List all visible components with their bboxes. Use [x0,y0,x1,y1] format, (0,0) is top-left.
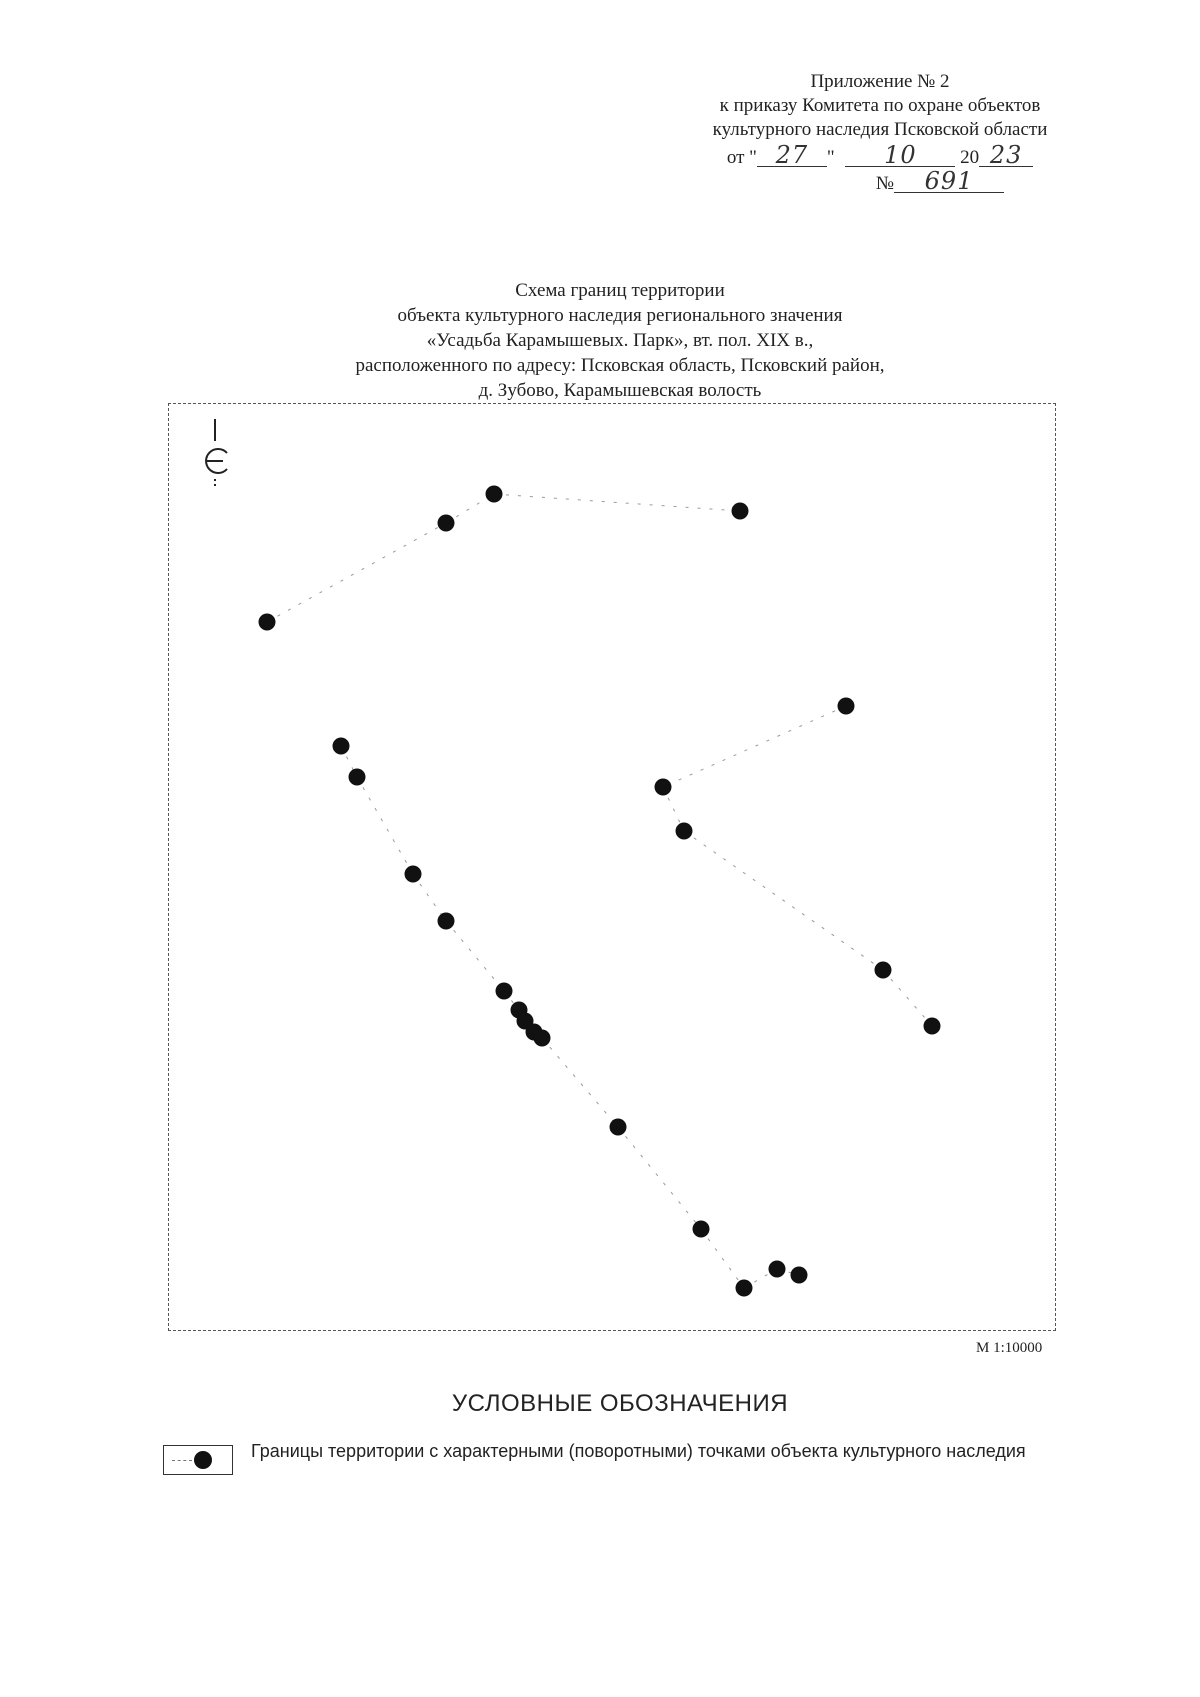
map-scale: М 1:10000 [976,1340,1043,1356]
boundary-point [655,779,672,796]
boundary-segment [701,1229,744,1288]
boundary-point [875,962,892,979]
appendix-label: Приложение № 2 [810,71,950,92]
date-year-prefix: 20 [960,147,980,168]
title-line-1: Схема границ территории [515,280,725,301]
boundary-points [259,486,941,1297]
legend-title: УСЛОВНЫЕ ОБОЗНАЧЕНИЯ [451,1390,789,1417]
date-prefix: от " [726,147,757,168]
boundary-point [259,614,276,631]
boundary-segment [663,706,846,787]
boundary-segment [413,874,446,921]
legend-item-boundary [163,1442,1063,1492]
boundary-segment [542,1038,618,1127]
boundary-segment [684,831,883,970]
boundary-point [676,823,693,840]
committee-name: культурного наследия Псковской области [712,119,1048,140]
number-value: 691 [894,170,1004,193]
boundary-point [610,1119,627,1136]
boundary-point [438,913,455,930]
boundary-point [496,983,513,1000]
number-prefix: № [875,173,895,194]
legend-item-label: Границы территории с характерными (поворотными) точками объекта культурного наследия [251,1441,1026,1461]
date-month: 10 [845,144,955,167]
title-line-4: расположенного по адресу: Псковская область, Псковский район, [355,355,885,376]
document-header [670,70,1090,196]
title-line-5: д. Зубово, Карамышевская волость [478,380,762,401]
boundary-point [333,738,350,755]
boundary-point [838,698,855,715]
boundary-point [438,515,455,532]
scheme-title [0,278,1200,403]
date-year: 23 [979,144,1033,167]
boundary-point [769,1261,786,1278]
map-canvas [169,404,1057,1332]
date-day: 27 [757,144,827,167]
boundary-point [736,1280,753,1297]
boundary-point [732,503,749,520]
title-line-2: объекта культурного наследия регионального значения [397,305,843,326]
boundary-point [693,1221,710,1238]
boundary-point [924,1018,941,1035]
boundary-segment [494,494,740,511]
order-date [670,141,1090,170]
boundary-point [349,769,366,786]
boundary-segment [357,777,413,874]
boundary-point-marker-icon [163,1445,233,1475]
north-arrow-icon [206,419,227,487]
boundary-segment [883,970,932,1026]
boundary-point [791,1267,808,1284]
order-reference: к приказу Комитета по охране объектов [719,95,1041,116]
boundary-point [486,486,503,503]
boundary-segment [267,523,446,622]
boundary-point [534,1030,551,1047]
boundary-lines [267,494,932,1288]
title-line-3: «Усадьба Карамышевых. Парк», вт. пол. XIX в., [426,330,814,351]
date-quote: " [826,147,835,168]
order-number [790,167,1090,196]
boundary-map [168,403,1056,1331]
boundary-segment [618,1127,701,1229]
boundary-segment [446,921,504,991]
boundary-point [405,866,422,883]
